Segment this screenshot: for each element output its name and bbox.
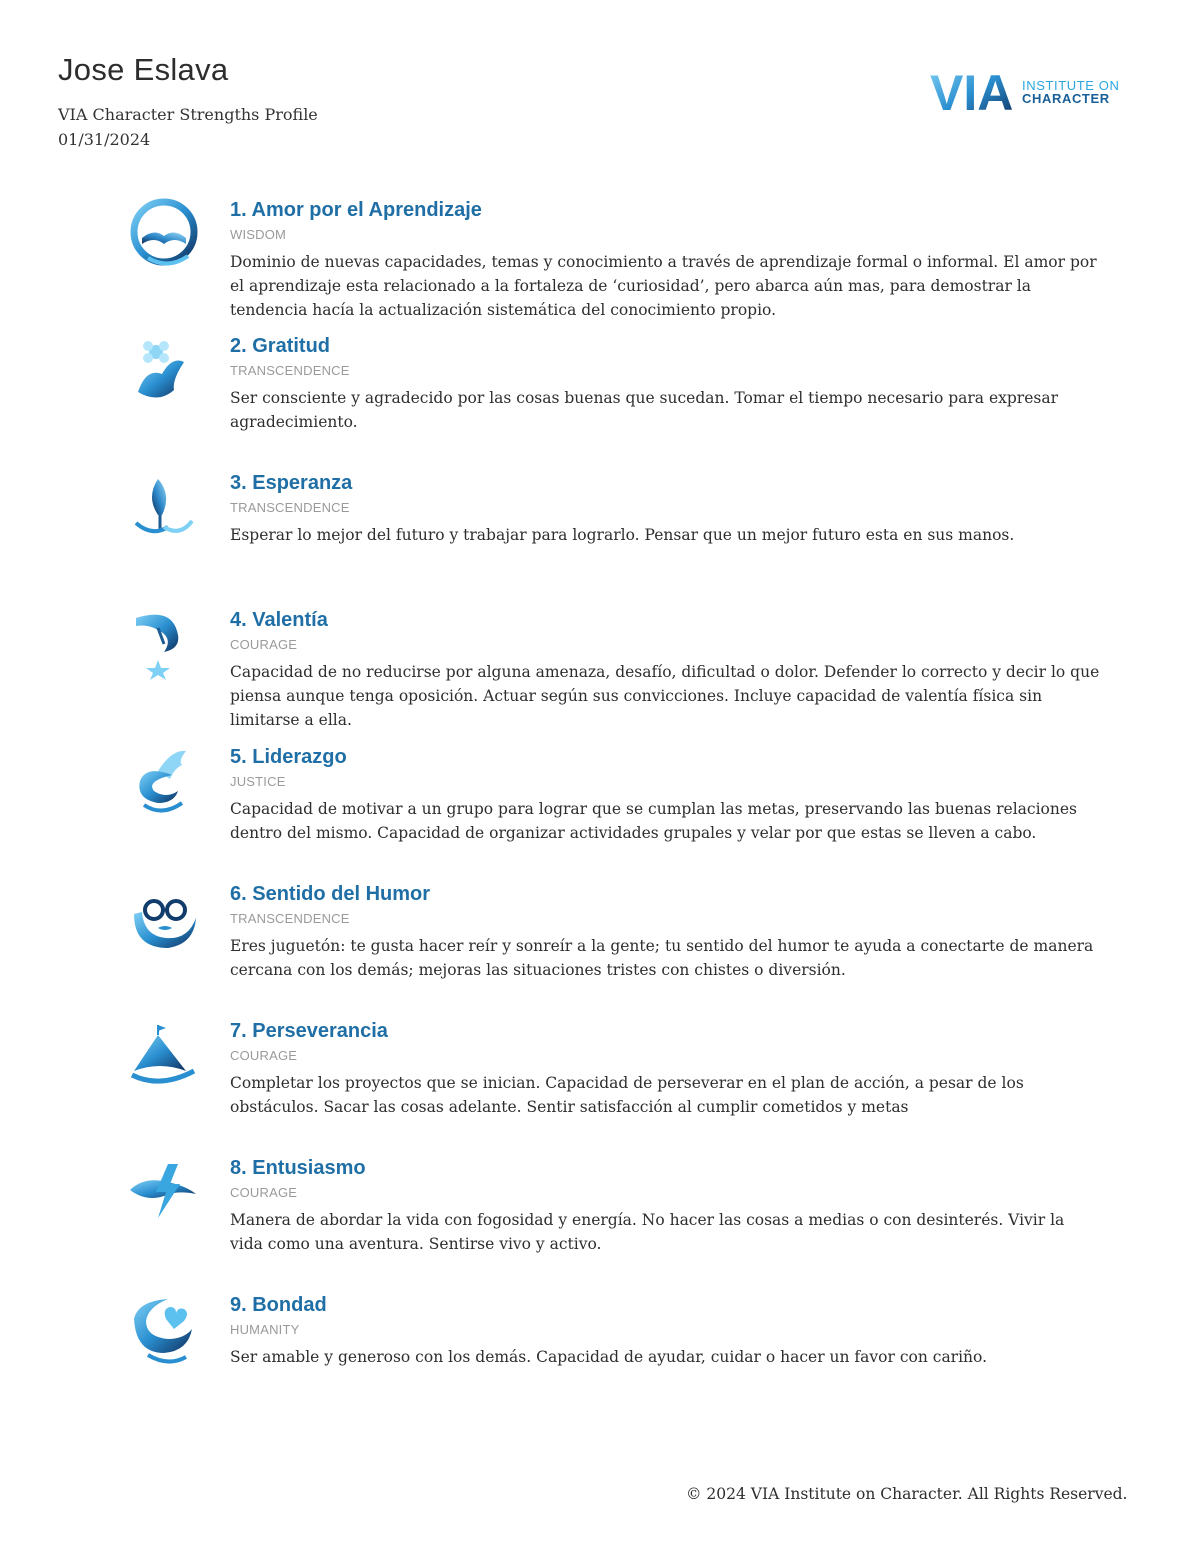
logo-line-1: INSTITUTE ON [1022, 78, 1120, 93]
strength-item [128, 1156, 1108, 1286]
mountain-flag-icon [128, 1019, 200, 1091]
strength-item [128, 608, 1108, 738]
strength-item [128, 334, 1108, 464]
strength-category: COURAGE [230, 637, 298, 652]
strength-description: Esperar lo mejor del futuro y trabajar para lograrlo. Pensar que un mejor futuro esta en sus manos. [230, 526, 1015, 544]
lightning-swirl-icon [128, 1156, 200, 1228]
profile-date: 01/31/2024 [58, 130, 151, 149]
profile-header [58, 50, 318, 152]
copyright-footer: © 2024 VIA Institute on Character. All Rights Reserved. [686, 1485, 1128, 1503]
via-mark-text: VIA [930, 66, 1014, 116]
strength-item [128, 745, 1108, 875]
strength-category: COURAGE [230, 1048, 298, 1063]
strength-title: 7. Perseverancia [230, 1020, 388, 1042]
via-logo [930, 66, 1140, 116]
strength-description: Ser consciente y agradecido por las cosas buenas que sucedan. Tomar el tiempo necesario para expresar agradecimiento. [230, 389, 1058, 431]
strength-category: TRANSCENDENCE [230, 500, 350, 515]
strength-title: 8. Entusiasmo [230, 1157, 366, 1179]
strength-description: Capacidad de no reducirse por alguna amenaza, desafío, dificultad o dolor. Defender lo correcto y decir lo que piensa aunque tenga oposición. Actuar según sus convicciones. Incluye capacidad de valentía física sin limitarse a ella. [230, 663, 1100, 729]
strength-category: JUSTICE [230, 774, 286, 789]
strength-title: 5. Liderazgo [230, 746, 347, 768]
strength-title: 6. Sentido del Humor [230, 883, 431, 905]
strength-description: Ser amable y generoso con los demás. Capacidad de ayudar, cuidar o hacer un favor con cariño. [230, 1348, 988, 1366]
strength-description: Capacidad de motivar a un grupo para lograr que se cumplan las metas, preservando las buenas relaciones dentro del mismo. Capacidad de organizar actividades grupales y velar por que estas se lleven a cabo. [230, 800, 1077, 842]
profile-subtitle: VIA Character Strengths Profile [58, 105, 318, 124]
strength-title: 2. Gratitud [230, 335, 331, 357]
person-name: Jose Eslava [58, 52, 229, 87]
strength-title: 9. Bondad [230, 1294, 327, 1316]
strength-description: Dominio de nuevas capacidades, temas y conocimiento a través de aprendizaje formal o informal. El amor por el aprendizaje esta relacionado a la fortaleza de ‘curiosidad’, pero abarca aún mas, para demostrar la tendencia hacía la actualización sistemática del conocimiento propio. [230, 253, 1097, 319]
strength-description: Completar los proyectos que se inician. Capacidad de perseverar en el plan de acción, a pesar de los obstáculos. Sacar las cosas adelante. Sentir satisfacción al cumplir cometidos y metas [230, 1074, 1024, 1116]
via-mark-icon [930, 66, 1022, 116]
strength-item [128, 882, 1108, 1012]
strength-category: COURAGE [230, 1185, 298, 1200]
strength-item [128, 1019, 1108, 1149]
strength-title: 3. Esperanza [230, 472, 353, 494]
heart-hands-icon [128, 1293, 200, 1365]
strength-category: TRANSCENDENCE [230, 911, 350, 926]
flower-hand-icon [128, 334, 200, 406]
strength-item [128, 1293, 1108, 1423]
strength-item [128, 471, 1108, 601]
book-icon [128, 198, 200, 270]
strength-category: TRANSCENDENCE [230, 363, 350, 378]
strength-category: HUMANITY [230, 1322, 300, 1337]
strength-item [128, 198, 1108, 328]
strength-description: Manera de abordar la vida con fogosidad y energía. No hacer las cosas a medias o con desinterés. Vivir la vida como una aventura. Sentirse vivo y activo. [230, 1211, 1065, 1253]
star-ribbon-icon [128, 608, 200, 680]
logo-line-2: CHARACTER [1022, 91, 1110, 106]
strength-category: WISDOM [230, 227, 287, 242]
logo-wordmark [1022, 79, 1119, 105]
strength-title: 1. Amor por el Aprendizaje [230, 199, 482, 221]
glasses-face-icon [128, 882, 200, 954]
sprout-icon [128, 471, 200, 543]
strength-title: 4. Valentía [230, 609, 328, 631]
wing-swirl-icon [128, 745, 200, 817]
strength-description: Eres juguetón: te gusta hacer reír y sonreír a la gente; tu sentido del humor te ayuda a conectarte de manera cercana con los demás; mejoras las situaciones tristes con chistes o diversión. [230, 937, 1094, 979]
